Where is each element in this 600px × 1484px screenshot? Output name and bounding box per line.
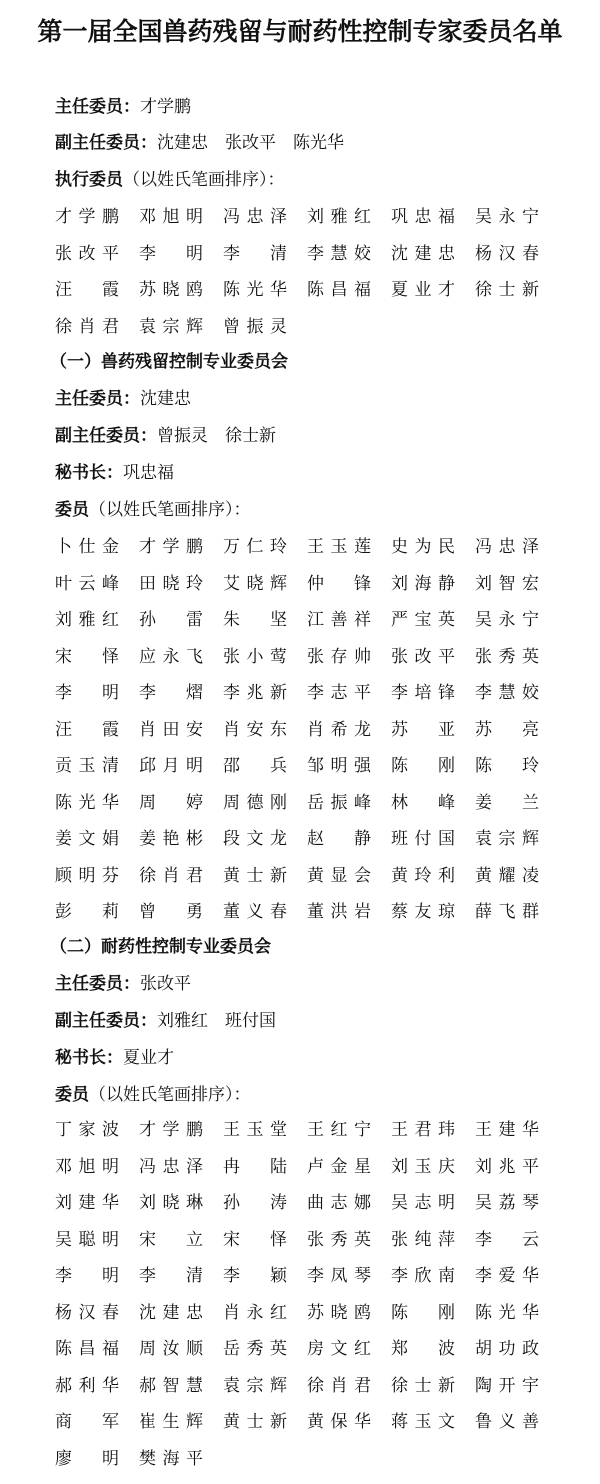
director-line <box>55 97 191 117</box>
member-name: 吴永宁 <box>475 610 539 630</box>
name-row <box>55 1191 575 1215</box>
name-row <box>55 1264 575 1288</box>
name-row <box>55 278 575 302</box>
member-name: 刘建华 <box>55 1193 119 1213</box>
member-name: 李 熠 <box>139 683 203 703</box>
member-name: 丁家波 <box>55 1120 119 1140</box>
director-label: 主任委员： <box>55 97 140 117</box>
member-name: 袁宗辉 <box>139 316 203 337</box>
member-name: 严宝英 <box>391 610 455 630</box>
committee1-secretary-label: 秘书长： <box>55 463 123 483</box>
member-name: 黄玲利 <box>391 865 455 886</box>
member-name: 鲁义善 <box>475 1412 539 1432</box>
member-name: 董义春 <box>223 902 287 922</box>
member-name: 王建华 <box>475 1120 539 1140</box>
page-title: 第一届全国兽药残留与耐药性控制专家委员名单 <box>37 17 563 46</box>
member-name: 李慧姣 <box>307 243 371 264</box>
member-name: 宋 立 <box>139 1229 203 1250</box>
member-name: 叶云峰 <box>55 573 119 594</box>
committee2-heading: （二）耐药性控制专业委员会 <box>50 937 271 957</box>
member-name: 邵 兵 <box>223 756 287 776</box>
member-name: 朱 坚 <box>223 610 287 630</box>
member-name: 邓旭明 <box>55 1156 119 1177</box>
member-name: 邱月明 <box>139 756 203 776</box>
member-name: 刘兆平 <box>475 1156 539 1177</box>
member-name: 姜文娟 <box>55 829 119 849</box>
member-name: 卜仕金 <box>55 537 119 557</box>
committee1-deputy-label: 副主任委员： <box>55 426 157 446</box>
member-name: 冯忠泽 <box>139 1156 203 1177</box>
member-name: 杨汉春 <box>475 243 539 264</box>
deputy-director-names: 沈建忠 张改平 陈光华 <box>157 133 344 153</box>
committee2-director-label: 主任委员： <box>55 974 140 994</box>
member-name: 袁宗辉 <box>475 829 539 849</box>
name-row <box>55 1447 575 1471</box>
deputy-director-label: 副主任委员： <box>55 133 157 153</box>
member-name: 才学鹏 <box>55 207 119 227</box>
member-name: 段文龙 <box>223 829 287 849</box>
member-name: 李 清 <box>139 1266 203 1286</box>
member-name: 刘晓琳 <box>139 1193 203 1213</box>
member-name: 史为民 <box>391 537 455 557</box>
member-name: 姜艳彬 <box>139 829 203 849</box>
member-name: 林 峰 <box>391 792 455 813</box>
committee2-secretary-name: 夏业才 <box>123 1048 174 1068</box>
member-name: 刘雅红 <box>307 207 371 227</box>
member-name: 刘海静 <box>391 573 455 594</box>
committee1-heading: （一）兽药残留控制专业委员会 <box>50 352 288 372</box>
member-name: 杨汉春 <box>55 1302 119 1323</box>
member-name: 苏晓鸥 <box>307 1302 371 1323</box>
member-name: 徐肖君 <box>139 865 203 886</box>
member-name: 郝智慧 <box>139 1375 203 1396</box>
committee1-director-label: 主任委员： <box>55 389 140 409</box>
member-name: 姜 兰 <box>475 792 539 813</box>
member-name: 曾 勇 <box>139 902 203 922</box>
committee1-members-label: 委员 <box>55 500 89 520</box>
member-name: 李 明 <box>55 1266 119 1286</box>
name-row <box>55 1155 575 1179</box>
member-name: 孙 雷 <box>139 610 203 630</box>
committee2-secretary-label: 秘书长： <box>55 1048 123 1068</box>
name-row <box>55 1118 575 1142</box>
member-name: 李 颖 <box>223 1266 287 1286</box>
member-name: 陈光华 <box>223 280 287 300</box>
member-name: 吴永宁 <box>475 207 539 227</box>
member-name: 陈昌福 <box>307 280 371 300</box>
name-row <box>55 1337 575 1361</box>
name-row <box>55 535 575 559</box>
member-name: 蒋玉文 <box>391 1412 455 1432</box>
member-name: 冉 陆 <box>223 1156 287 1177</box>
member-name: 李志平 <box>307 683 371 703</box>
member-name: 曾振灵 <box>223 316 287 337</box>
member-name: 黄显会 <box>307 865 371 886</box>
member-name: 贡玉清 <box>55 756 119 776</box>
member-name: 吴荔琴 <box>475 1193 539 1213</box>
name-row <box>55 645 575 669</box>
member-name: 李慧姣 <box>475 683 539 703</box>
name-row <box>55 791 575 815</box>
committee2-deputy-names: 刘雅红 班付国 <box>157 1011 276 1031</box>
member-name: 才学鹏 <box>139 1120 203 1140</box>
member-name: 徐肖君 <box>307 1375 371 1396</box>
committee2-director-name: 张改平 <box>140 974 191 994</box>
member-name: 赵 静 <box>307 829 371 849</box>
member-name: 顾明芬 <box>55 865 119 886</box>
member-name: 孙 涛 <box>223 1193 287 1213</box>
member-name: 廖 明 <box>55 1448 119 1469</box>
name-row <box>55 572 575 596</box>
member-name: 商 军 <box>55 1412 119 1432</box>
name-row <box>55 315 575 339</box>
member-name: 李 明 <box>55 683 119 703</box>
member-name: 汪 霞 <box>55 280 119 300</box>
member-name: 艾晓辉 <box>223 573 287 594</box>
member-name: 张存帅 <box>307 646 371 667</box>
name-row <box>55 681 575 705</box>
name-row <box>55 754 575 778</box>
member-name: 徐士新 <box>475 280 539 300</box>
member-name: 袁宗辉 <box>223 1375 287 1396</box>
member-name: 吴聪明 <box>55 1229 119 1250</box>
member-name: 王君玮 <box>391 1120 455 1140</box>
member-name: 黄士新 <box>223 865 287 886</box>
name-row <box>55 1228 575 1252</box>
member-name: 才学鹏 <box>139 537 203 557</box>
member-name: 陈昌福 <box>55 1339 119 1359</box>
committee1-secretary-line <box>55 463 174 483</box>
member-name: 陶开宇 <box>475 1375 539 1396</box>
member-name: 李 清 <box>223 243 287 264</box>
name-row <box>55 205 575 229</box>
member-name: 王玉堂 <box>223 1120 287 1140</box>
member-name: 卢金星 <box>307 1156 371 1177</box>
member-name: 仲 锋 <box>307 573 371 594</box>
member-name: 肖永红 <box>223 1302 287 1323</box>
member-name: 李欣南 <box>391 1266 455 1286</box>
exec-members-label: 执行委员 <box>55 170 123 190</box>
member-name: 苏晓鸥 <box>139 280 203 300</box>
member-name: 肖希龙 <box>307 719 371 740</box>
member-name: 黄耀凌 <box>475 865 539 886</box>
name-row <box>55 718 575 742</box>
member-name: 郝利华 <box>55 1375 119 1396</box>
member-name: 陈 刚 <box>391 1302 455 1323</box>
member-name: 曲志娜 <box>307 1193 371 1213</box>
committee1-director-name: 沈建忠 <box>140 389 191 409</box>
member-name: 李兆新 <box>223 683 287 703</box>
name-row <box>55 242 575 266</box>
member-name: 宋 怿 <box>55 646 119 667</box>
member-name: 应永飞 <box>139 646 203 667</box>
member-name: 陈光华 <box>55 792 119 813</box>
committee2-secretary-line <box>55 1048 174 1068</box>
member-name: 徐肖君 <box>55 316 119 337</box>
committee1-secretary-name: 巩忠福 <box>123 463 174 483</box>
member-name: 徐士新 <box>391 1375 455 1396</box>
name-row <box>55 1301 575 1325</box>
committee1-deputy-names: 曾振灵 徐士新 <box>157 426 276 446</box>
member-name: 宋 怿 <box>223 1229 287 1250</box>
member-name: 李 云 <box>475 1229 539 1250</box>
committee2-deputy-line <box>55 1011 276 1031</box>
member-name: 胡功政 <box>475 1339 539 1359</box>
committee2-director-line <box>55 974 191 994</box>
member-name: 彭 莉 <box>55 902 119 922</box>
member-name: 汪 霞 <box>55 719 119 740</box>
member-name: 张纯萍 <box>391 1229 455 1250</box>
member-name: 周德刚 <box>223 792 287 813</box>
member-name: 陈 刚 <box>391 756 455 776</box>
member-name: 黄保华 <box>307 1412 371 1432</box>
member-name: 刘玉庆 <box>391 1156 455 1177</box>
committee1-members-heading <box>55 500 251 520</box>
name-row <box>55 1410 575 1434</box>
member-name: 董洪岩 <box>307 902 371 922</box>
name-row <box>55 1374 575 1398</box>
member-name: 陈 玲 <box>475 756 539 776</box>
committee2-members-heading <box>55 1085 251 1105</box>
name-row <box>55 864 575 888</box>
member-name: 李爱华 <box>475 1266 539 1286</box>
committee1-members-note: （以姓氏笔画排序）： <box>89 500 251 520</box>
member-name: 刘智宏 <box>475 573 539 594</box>
member-name: 苏 亮 <box>475 719 539 740</box>
committee1-director-line <box>55 389 191 409</box>
member-name: 张改平 <box>55 243 119 264</box>
member-name: 房文红 <box>307 1339 371 1359</box>
exec-members-note: （以姓氏笔画排序）： <box>123 170 285 190</box>
member-name: 王红宁 <box>307 1120 371 1140</box>
member-name: 田晓玲 <box>139 573 203 594</box>
member-name: 蔡友琼 <box>391 902 455 922</box>
member-name: 张秀英 <box>307 1229 371 1250</box>
member-name: 李凤琴 <box>307 1266 371 1286</box>
member-name: 沈建忠 <box>139 1302 203 1323</box>
member-name: 苏 亚 <box>391 719 455 740</box>
committee1-deputy-line <box>55 426 276 446</box>
member-name: 樊海平 <box>139 1448 203 1469</box>
member-name: 肖安东 <box>223 719 287 740</box>
member-name: 万仁玲 <box>223 537 287 557</box>
member-name: 王玉莲 <box>307 537 371 557</box>
name-row <box>55 900 575 924</box>
member-name: 岳振峰 <box>307 792 371 813</box>
member-name: 邓旭明 <box>139 207 203 227</box>
member-name: 冯忠泽 <box>223 207 287 227</box>
member-name: 周 婷 <box>139 792 203 813</box>
member-name: 李 明 <box>139 243 203 264</box>
member-name: 郑 波 <box>391 1339 455 1359</box>
member-name: 陈光华 <box>475 1302 539 1323</box>
name-row <box>55 608 575 632</box>
member-name: 李培锋 <box>391 683 455 703</box>
member-name: 崔生辉 <box>139 1412 203 1432</box>
member-name: 江善祥 <box>307 610 371 630</box>
member-name: 张改平 <box>391 646 455 667</box>
member-name: 周汝顺 <box>139 1339 203 1359</box>
director-name: 才学鹏 <box>140 97 191 117</box>
member-name: 薛飞群 <box>475 902 539 922</box>
member-name: 冯忠泽 <box>475 537 539 557</box>
member-name: 黄士新 <box>223 1412 287 1432</box>
deputy-director-line <box>55 133 344 153</box>
member-name: 张小莺 <box>223 646 287 667</box>
member-name: 巩忠福 <box>391 207 455 227</box>
member-name: 岳秀英 <box>223 1339 287 1359</box>
member-name: 吴志明 <box>391 1193 455 1213</box>
member-name: 沈建忠 <box>391 243 455 264</box>
committee2-members-label: 委员 <box>55 1085 89 1105</box>
member-name: 张秀英 <box>475 646 539 667</box>
member-name: 刘雅红 <box>55 610 119 630</box>
member-name: 邹明强 <box>307 756 371 776</box>
exec-members-heading <box>55 170 285 190</box>
member-name: 夏业才 <box>391 280 455 300</box>
committee2-deputy-label: 副主任委员： <box>55 1011 157 1031</box>
member-name: 肖田安 <box>139 719 203 740</box>
member-name: 班付国 <box>391 829 455 849</box>
committee2-members-note: （以姓氏笔画排序）： <box>89 1085 251 1105</box>
name-row <box>55 827 575 851</box>
